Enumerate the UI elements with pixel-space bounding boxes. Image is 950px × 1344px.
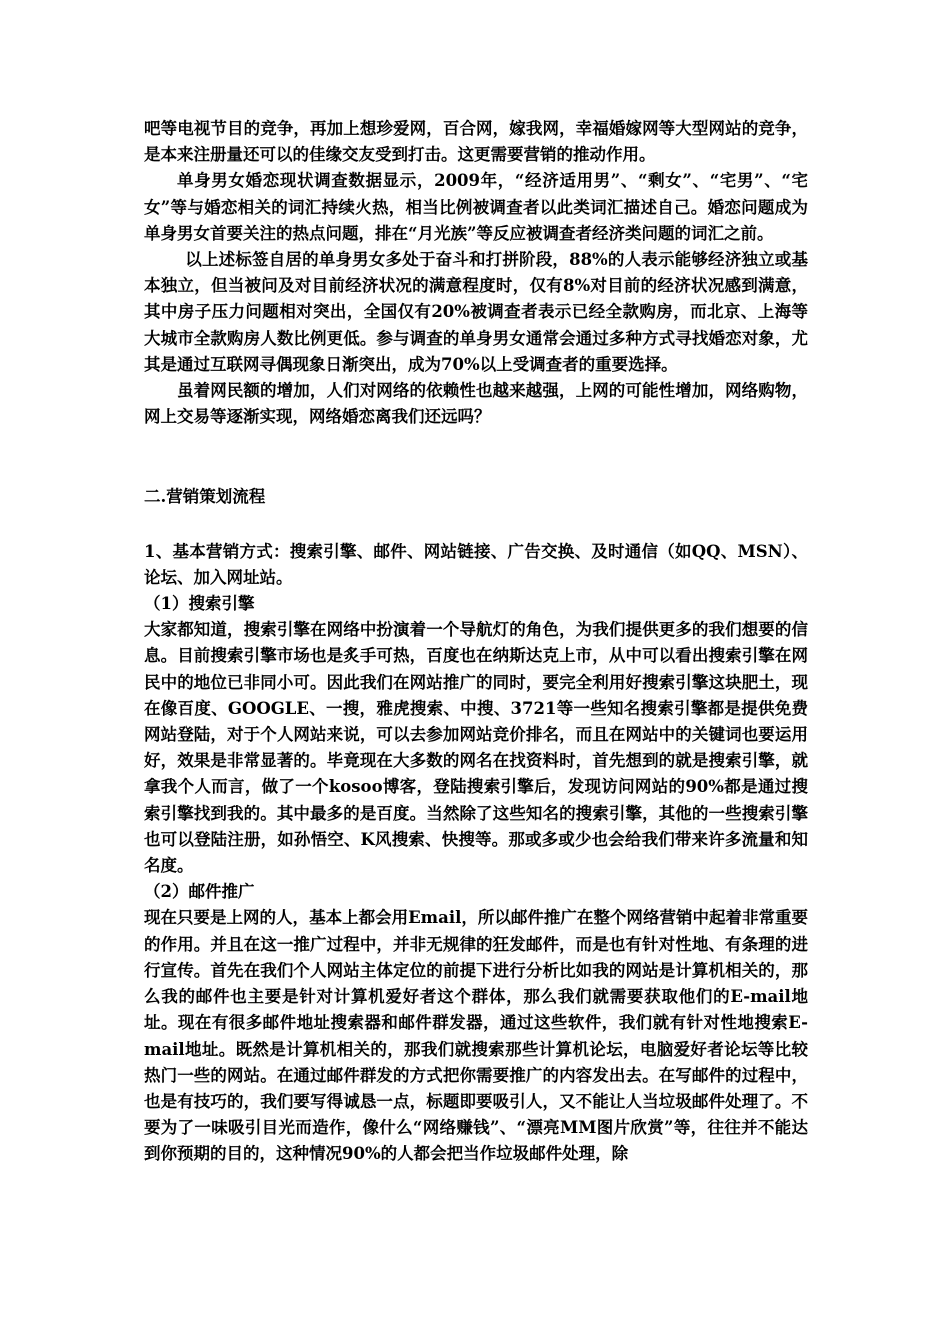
paragraph-survey: 单身男女婚恋现状调查数据显示，2009年，“经济适用男”、“剩女”、“宅男”、“宅女”等与婚恋相关的词汇持续火热，相当比例被调查者以此类词汇描述自己。婚恋问题成为单身男女首要关注的热点问题，排在“月光族”等反应被调查者经济类问题的词汇之前。 [144,171,808,243]
subheading-search-engine: （1）搜索引擎 [144,594,255,614]
subheading-email: （2）邮件推广 [144,882,255,902]
paragraph-online-dating: 虽着网民额的增加，人们对网络的依赖性也越来越强，上网的可能性增加，网络购物，网上交易等逐渐实现，网络婚恋离我们还远吗？ [144,381,808,427]
paragraph-search-engine: 大家都知道，搜索引擎在网络中扮演着一个导航灯的角色，为我们提供更多的我们想要的信息。目前搜索引擎市场也是炙手可热，百度也在纳斯达克上市，从中可以看出搜索引擎在网民中的地位已非同小可。因此我们在网站推广的同时，要完全利用好搜索引擎这块肥土，现在像百度、GOOGLE、一搜，雅虎搜索、中搜、3721等一些知名搜索引擎都是提供免费网站登陆，对于个人网站来说，可以去参加网站竞价排名，而且在网站中的关键词也要运用好，效果是非常显著的。毕竟现在大多数的网名在找资料时，首先想到的就是搜索引擎，就拿我个人而言，做了一个kosoo博客，登陆搜索引擎后，发现访问网站的90%都是通过搜索引擎找到我的。其中最多的是百度。当然除了这些知名的搜索引擎，其他的一些搜索引擎也可以登陆注册，如孙悟空、K风搜索、快搜等。那或多或少也会给我们带来许多流量和知名度。 [144,620,808,876]
document-page [144,116,808,1168]
item-spacer [144,511,808,539]
paragraph-competition: 吧等电视节目的竞争，再加上想珍爱网，百合网，嫁我网，幸福婚嫁网等大型网站的竞争，是本来注册量还可以的佳缘交友受到打击。这更需要营销的推动作用。 [144,119,808,165]
section-spacer [144,430,808,484]
marketing-methods-item: 1、基本营销方式：搜索引擎、邮件、网站链接、广告交换、及时通信（如QQ、MSN）、论坛、加入网址站。 [144,541,808,587]
section-heading: 二.营销策划流程 [144,487,266,507]
paragraph-economy: 以上述标签自居的单身男女多处于奋斗和打拼阶段，88%的人表示能够经济独立或基本独立，但当被问及对目前经济状况的满意程度时，仅有8%对目前的经济状况感到满意，其中房子压力问题相对突出，全国仅有20%被调查者表示已经全款购房，而北京、上海等大城市全款购房人数比例更低。参与调查的单身男女通常会通过多种方式寻找婚恋对象，尤其是通过互联网寻偶现象日渐突出，成为70%以上受调查者的重要选择。 [144,250,808,374]
paragraph-email: 现在只要是上网的人，基本上都会用Email，所以邮件推广在整个网络营销中起着非常重要的作用。并且在这一推广过程中，并非无规律的狂发邮件，而是也有针对性地、有条理的进行宣传。首先在我们个人网站主体定位的前提下进行分析比如我的网站是计算机相关的，那么我的邮件也主要是针对计算机爱好者这个群体，那么我们就需要获取他们的E-mail地址。现在有很多邮件地址搜索器和邮件群发器，通过这些软件，我们就有针对性地搜索E-mail地址。既然是计算机相关的，那我们就搜索那些计算机论坛，电脑爱好者论坛等比较热门一些的网站。在通过邮件群发的方式把你需要推广的内容发出去。在写邮件的过程中，也是有技巧的，我们要写得诚恳一点，标题即要吸引人，又不能让人当垃圾邮件处理了。不要为了一味吸引目光而造作，像什么“网络赚钱”、“漂亮MM图片欣赏”等，往往并不能达到你预期的目的，这种情况90%的人都会把当作垃圾邮件处理，除 [144,908,808,1164]
